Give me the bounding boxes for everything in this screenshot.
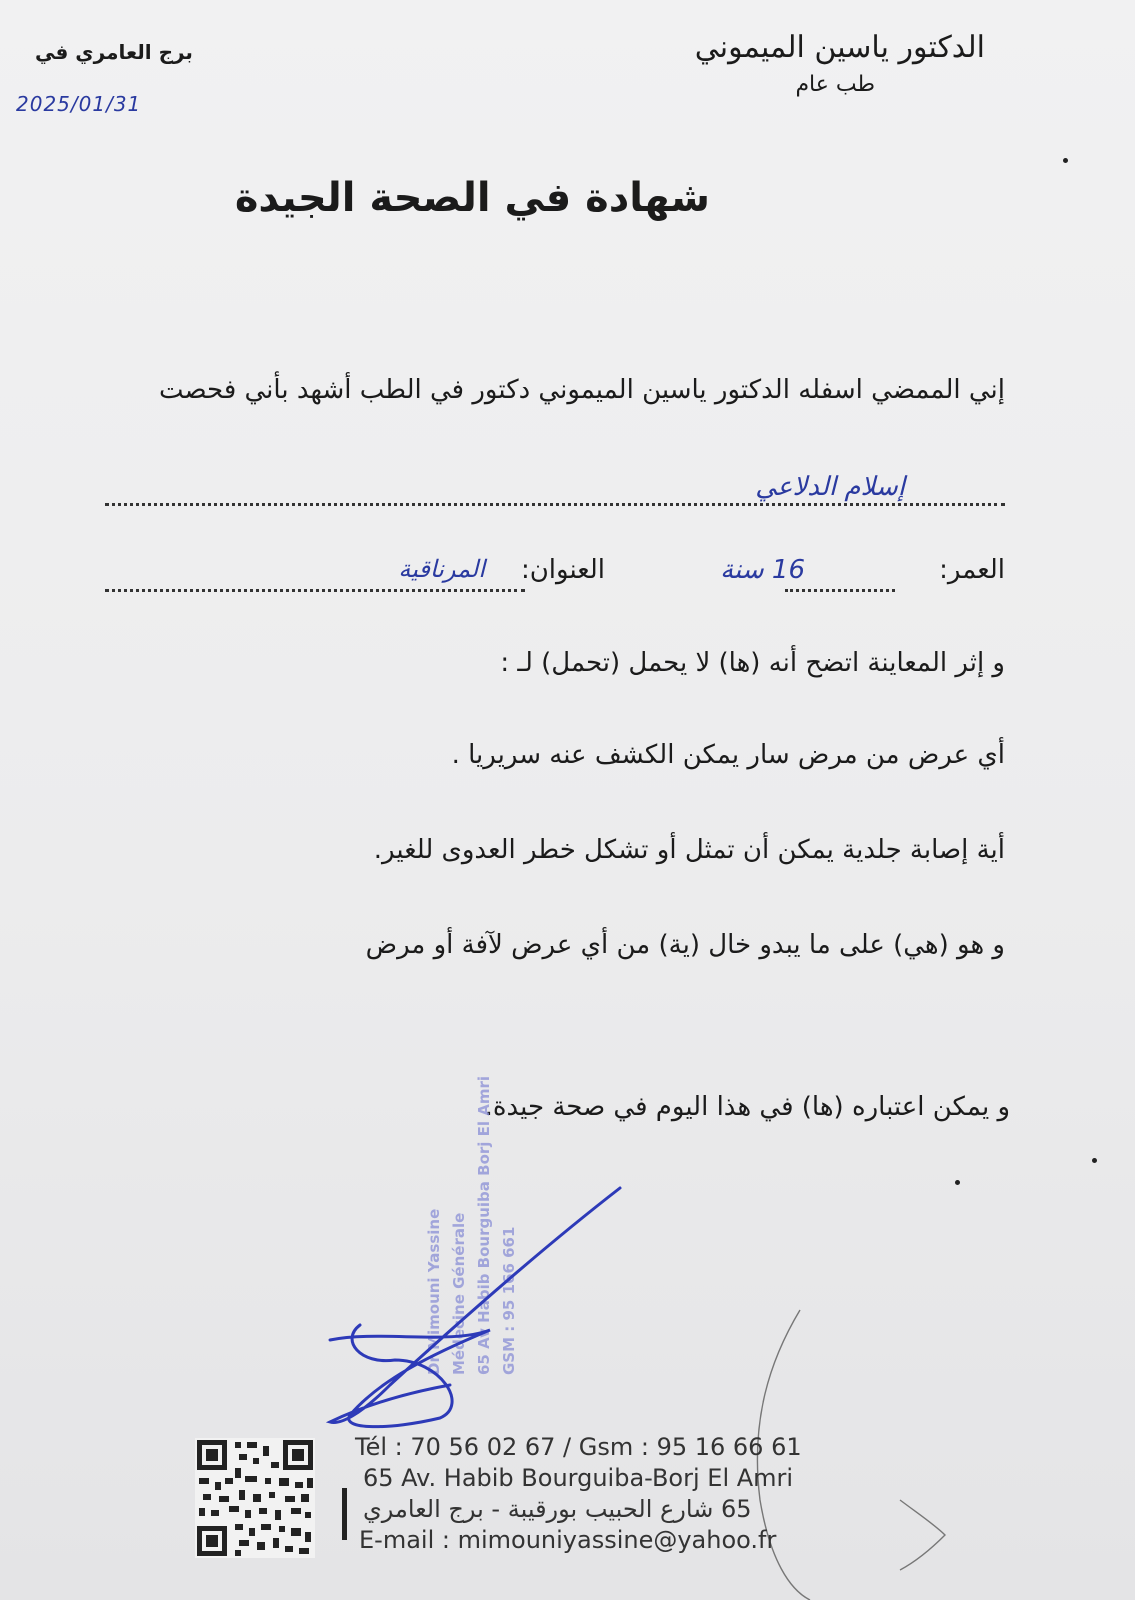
footer-address-ar: 65 شارع الحبيب بورقيبة - برج العامري [363, 1495, 752, 1523]
doctor-name: الدكتور ياسين الميموني [694, 30, 985, 65]
contagious-disease-line: أي عرض من مرض سار يمكن الكشف عنه سريريا . [451, 740, 1005, 770]
stamp-line: GSM : 95 166 661 [500, 1226, 518, 1375]
stray-dot [1092, 1158, 1097, 1163]
document-title: شهادة في الصحة الجيدة [234, 175, 710, 221]
skin-lesion-line: أية إصابة جلدية يمكن أن تمثل أو تشكل خطر العدوى للغير. [373, 835, 1005, 865]
stamp-line: Dr Mimouni Yassine [425, 1208, 443, 1375]
issue-date: 2025/01/31 [16, 92, 142, 116]
stamp-line: 65 Av Habib Bourguiba Borj El Amri [475, 1075, 493, 1375]
intro-line: إني الممضي اسفله الدكتور ياسين الميموني دكتور في الطب أشهد بأني فحصت [158, 375, 1005, 405]
exam-result-line: و إثر المعاينة اتضح أنه (ها) لا يحمل (تحمل) لـ : [500, 648, 1005, 678]
age-label: العمر: [939, 555, 1005, 585]
footer-contact [355, 1432, 802, 1556]
age-address-row [105, 555, 1005, 600]
stamp-line: Médecine Générale [450, 1212, 468, 1375]
specialty: طب عام [795, 72, 875, 97]
footer-email: E-mail : mimouniyassine@yahoo.fr [359, 1526, 777, 1554]
name-dotted-line [105, 503, 1005, 506]
address-label: العنوان: [520, 555, 605, 585]
signature [300, 1180, 640, 1440]
patient-name-row [105, 472, 1005, 512]
stray-dot [955, 1180, 960, 1185]
address-dotted-line [105, 589, 525, 592]
footer-address-fr: 65 Av. Habib Bourguiba-Borj El Amri [363, 1464, 794, 1492]
age-dotted-line [785, 589, 895, 592]
conclusion-line: و يمكن اعتباره (ها) في هذا اليوم في صحة جيدة. [484, 1092, 1010, 1122]
free-of-disease-line: و هو (هي) على ما يبدو خال (ية) من أي عرض لآفة أو مرض [365, 930, 1005, 960]
address-value: المرناقية [398, 555, 485, 583]
qr-code [195, 1438, 315, 1558]
place-label: برج العامري في [35, 40, 193, 64]
patient-name: إسلام الدلاعي [755, 472, 905, 502]
age-value: 16 سنة [720, 555, 805, 585]
footer-phone: Tél : 70 56 02 67 / Gsm : 95 16 66 61 [355, 1433, 802, 1461]
stray-dot [1063, 158, 1068, 163]
footer-divider [342, 1488, 347, 1540]
